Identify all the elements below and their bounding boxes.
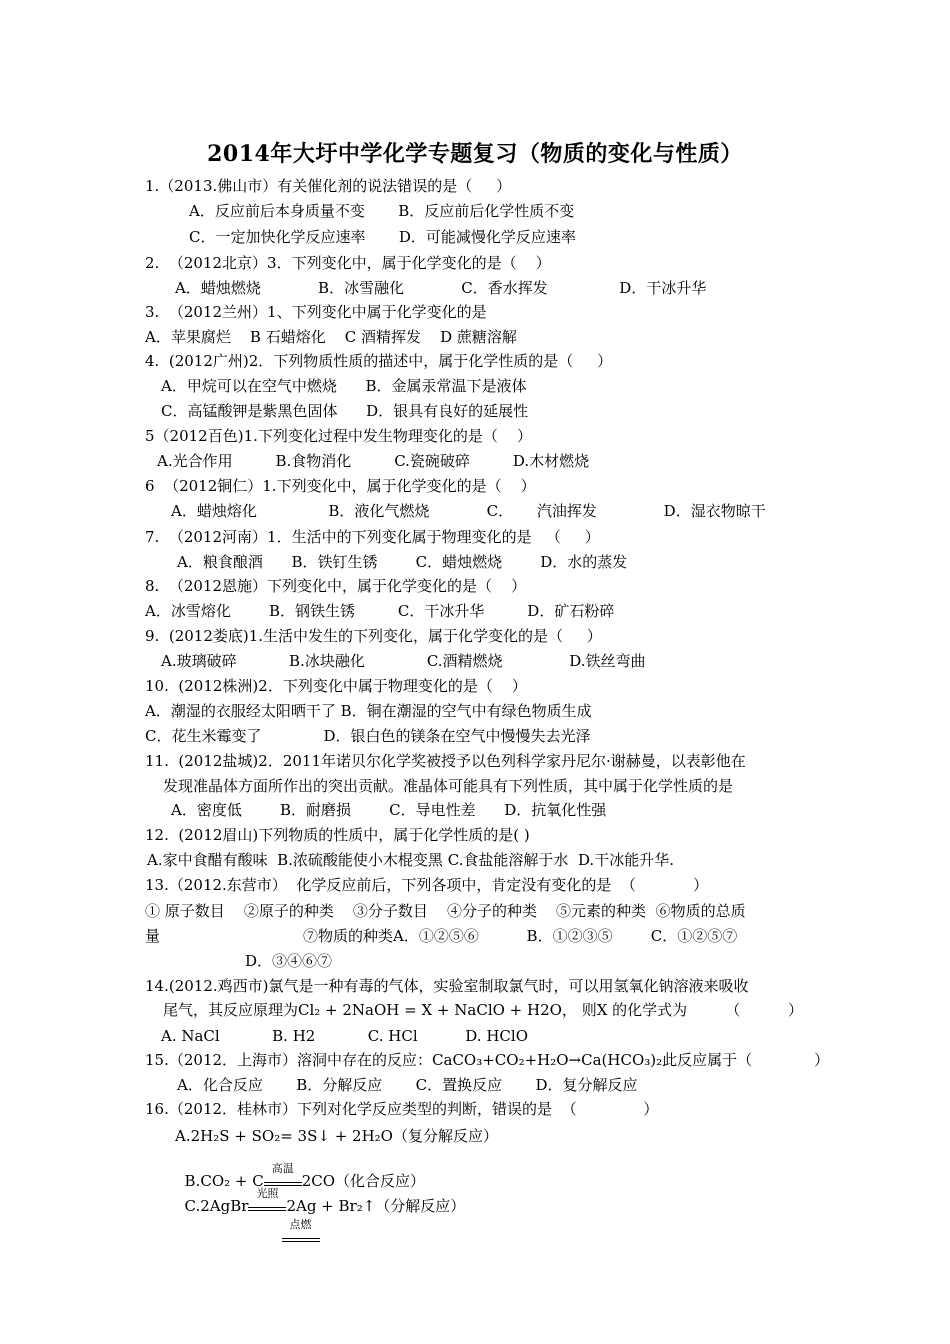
q10-options-ab: A．潮湿的衣服经太阳晒干了 B．铜在潮湿的空气中有绿色物质生成	[145, 702, 592, 720]
q10-options-cd: C．花生米霉变了 D．银白色的镁条在空气中慢慢失去光泽	[145, 727, 591, 745]
q13-items-options: 量 ⑦物质的种类A．①②⑤⑥ B．①②③⑤ C．①②⑤⑦	[145, 927, 738, 945]
q11-options: A．密度低 B．耐磨损 C．导电性差 D．抗氧化性强	[171, 801, 607, 819]
question-13: 13.（2012.东营市） 化学反应前后，下列各项中，肯定没有变化的是 （ ）	[145, 876, 709, 894]
q14-options: A. NaCl B. H2 C. HCl D. HClO	[161, 1027, 528, 1045]
q16-option-b-left: B.CO₂ + C	[184, 1172, 264, 1190]
question-9: 9. (2012娄底)1.生活中发生的下列变化，属于化学变化的是（ ）	[145, 627, 602, 645]
page-title: 2014年大圩中学化学专题复习（物质的变化与性质）	[207, 141, 743, 167]
q16-option-b-right: 2CO（化合反应）	[301, 1172, 426, 1190]
q14-continued: 尾气，其反应原理为Cl₂ + 2NaOH = X + NaClO + H2O， 则X 的化学式为 （ ）	[163, 1001, 803, 1019]
question-14: 14.(2012.鸡西市)氯气是一种有毒的气体，实验室制取氯气时，可以用氢氧化钠溶液来吸收	[145, 977, 749, 995]
q3-options: A．苹果腐烂 B 石蜡熔化 C 酒精挥发 D 蔗糖溶解	[145, 328, 517, 346]
q16-option-c-left: C.2AgBr	[184, 1197, 249, 1215]
question-10: 10. (2012株洲)2．下列变化中属于物理变化的是（ ）	[145, 677, 527, 695]
q15-options: A．化合反应 B．分解反应 C．置换反应 D．复分解反应	[177, 1076, 638, 1094]
question-1: 1.（2013.佛山市）有关催化剂的说法错误的是（ ）	[145, 177, 512, 195]
question-5: 5（2012百色)1.下列变化过程中发生物理变化的是（ ）	[145, 427, 532, 445]
q13-option-d: D．③④⑥⑦	[245, 952, 333, 970]
q16-option-c-right: 2Ag + Br₂↑（分解反应）	[286, 1197, 466, 1215]
q13-items: ① 原子数目 ②原子的种类 ③分子数目 ④分子的种类 ⑤元素的种类 ⑥物质的总质	[145, 902, 746, 920]
q4-options-cd: C．高锰酸钾是紫黑色固体 D．银具有良好的延展性	[161, 402, 529, 420]
q9-options: A.玻璃破碎 B.冰块融化 C.酒精燃烧 D.铁丝弯曲	[161, 652, 646, 670]
q16-option-a: A.2H₂S + SO₂= 3S↓ + 2H₂O（复分解反应）	[175, 1127, 498, 1145]
q11-continued: 发现准晶体方面所作出的突出贡献。准晶体可能具有下列性质，其中属于化学性质的是	[163, 777, 734, 795]
q1-options-cd: C．一定加快化学反应速率 D．可能减慢化学反应速率	[189, 228, 576, 246]
q1-options-ab: A．反应前后本身质量不变 B．反应前后化学性质不变	[189, 202, 575, 220]
q6-options: A．蜡烛熔化 B．液化气燃烧 C． 汽油挥发 D．湿衣物晾干	[171, 502, 766, 520]
question-2: 2. （2012北京）3．下列变化中，属于化学变化的是（ ）	[145, 254, 551, 272]
question-15: 15.（2012．上海市）溶洞中存在的反应：CaCO₃+CO₂+H₂O→Ca(HCO₃)₂此反应属于（ ）	[145, 1051, 830, 1069]
question-8: 8. （2012恩施）下列变化中，属于化学变化的是（ ）	[145, 577, 527, 595]
q4-options-ab: A．甲烷可以在空气中燃烧 B．金属汞常温下是液体	[161, 377, 527, 395]
question-4: 4. (2012广州)2．下列物质性质的描述中，属于化学性质的是（ ）	[145, 352, 613, 370]
question-16: 16.（2012．桂林市）下列对化学反应类型的判断，错误的是 （ ）	[145, 1100, 659, 1118]
q7-options: A．粮食酿酒 B．铁钉生锈 C．蜡烛燃烧 D．水的蒸发	[177, 553, 628, 571]
reaction-condition-light: 光照	[248, 1198, 286, 1211]
q2-options: A．蜡烛燃烧 B．冰雪融化 C．香水挥发 D．干冰升华	[175, 279, 707, 297]
question-7: 7. （2012河南）1．生活中的下列变化属于物理变化的是 （ ）	[145, 528, 600, 546]
question-11: 11. (2012盐城)2．2011年诺贝尔化学奖被授予以色列科学家丹尼尔·谢赫曼，以表彰他在	[145, 752, 746, 770]
reaction-condition-high-temp: 高温	[264, 1173, 302, 1186]
question-6: 6 （2012铜仁）1.下列变化中，属于化学变化的是（ ）	[145, 477, 536, 495]
q12-options: A.家中食醋有酸味 B.浓硫酸能使小木棍变黑 C.食盐能溶解于水 D.干冰能升华.	[147, 851, 674, 869]
reaction-condition-ignite: 点燃	[272, 1199, 320, 1247]
q16-option-c	[175, 1176, 465, 1216]
q8-options: A．冰雪熔化 B．钢铁生锈 C．干冰升华 D．矿石粉碎	[145, 602, 615, 620]
question-12: 12. (2012眉山)下列物质的性质中，属于化学性质的是( )	[145, 826, 530, 844]
question-3: 3. （2012兰州）1、下列变化中属于化学变化的是	[145, 303, 487, 321]
q5-options: A.光合作用 B.食物消化 C.瓷碗破碎 D.木材燃烧	[157, 452, 590, 470]
